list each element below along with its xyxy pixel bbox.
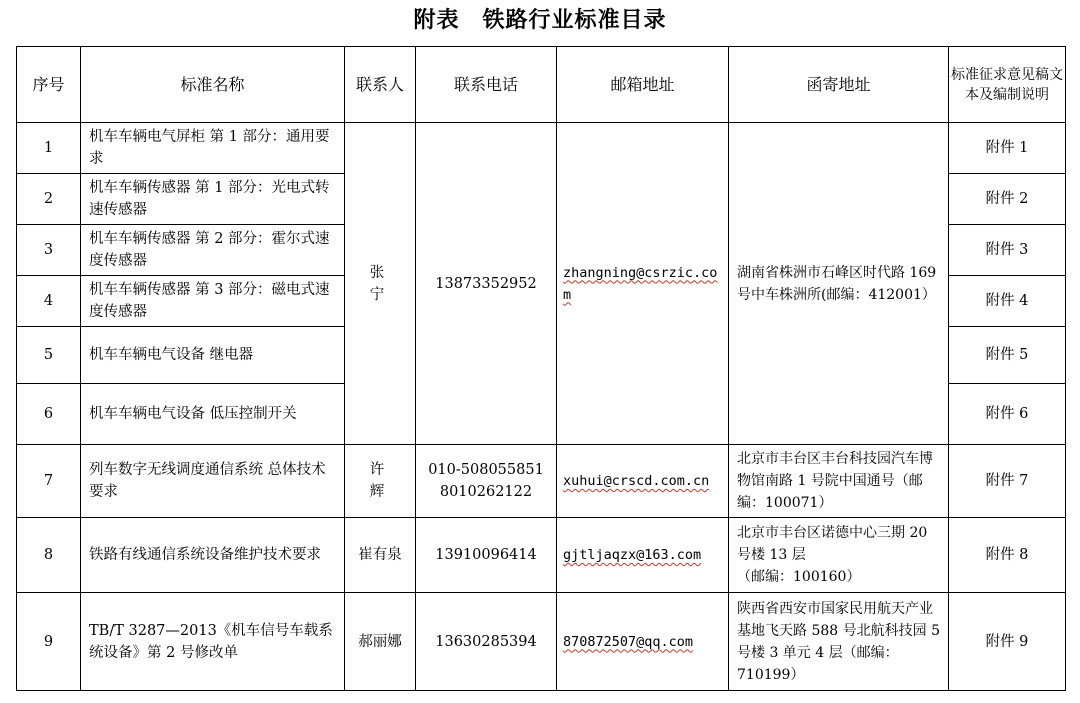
row-standard-name: 列车数字无线调度通信系统 总体技术要求 bbox=[81, 445, 345, 518]
header-phone: 联系电话 bbox=[416, 47, 557, 123]
header-name: 标准名称 bbox=[81, 47, 345, 123]
row-seq: 6 bbox=[17, 384, 81, 445]
row-attachment-link[interactable]: 附件 5 bbox=[949, 327, 1066, 384]
row-address: 陕西省西安市国家民用航天产业基地飞天路 588 号北航科技园 5 号楼 3 单元 4 层（邮编：710199） bbox=[729, 593, 949, 691]
standards-table bbox=[16, 46, 1066, 691]
email-link[interactable]: zhangning@csrzic.com bbox=[563, 264, 718, 303]
row-standard-name: 机车车辆电气屏柜 第 1 部分：通用要求 bbox=[81, 123, 345, 174]
header-email: 邮箱地址 bbox=[557, 47, 729, 123]
row-standard-name: 机车车辆传感器 第 2 部分：霍尔式速度传感器 bbox=[81, 225, 345, 276]
row-seq: 8 bbox=[17, 518, 81, 593]
row-attachment-link[interactable]: 附件 1 bbox=[949, 123, 1066, 174]
row-standard-name: 机车车辆电气设备 低压控制开关 bbox=[81, 384, 345, 445]
row-email[interactable] bbox=[557, 123, 729, 445]
email-link[interactable]: xuhui@crscd.com.cn bbox=[563, 473, 710, 489]
email-link[interactable]: 870872507@qq.com bbox=[563, 633, 694, 650]
row-attachment-link[interactable]: 附件 6 bbox=[949, 384, 1066, 445]
row-seq: 3 bbox=[17, 225, 81, 276]
row-standard-name: 机车车辆传感器 第 1 部分：光电式转速传感器 bbox=[81, 174, 345, 225]
email-link[interactable]: gjtljaqzx@163.com bbox=[563, 547, 702, 563]
table-row bbox=[17, 123, 1066, 174]
row-address: 北京市丰台区丰台科技园汽车博物馆南路 1 号院中国通号（邮编：100071） bbox=[729, 445, 949, 518]
row-attachment-link[interactable]: 附件 7 bbox=[949, 445, 1066, 518]
row-email[interactable] bbox=[557, 445, 729, 518]
header-row bbox=[17, 47, 1066, 123]
page-title: 附表 铁路行业标准目录 bbox=[413, 8, 667, 33]
table-row bbox=[17, 518, 1066, 593]
row-phone: 13910096414 bbox=[416, 518, 557, 593]
row-contact: 崔有泉 bbox=[345, 518, 416, 593]
table-row bbox=[17, 593, 1066, 691]
row-attachment-link[interactable]: 附件 4 bbox=[949, 276, 1066, 327]
row-attachment-link[interactable]: 附件 3 bbox=[949, 225, 1066, 276]
row-seq: 2 bbox=[17, 174, 81, 225]
row-seq: 7 bbox=[17, 445, 81, 518]
row-contact: 郝丽娜 bbox=[345, 593, 416, 691]
header-address: 函寄地址 bbox=[729, 47, 949, 123]
header-attachment: 标准征求意见稿文本及编制说明 bbox=[949, 47, 1066, 123]
header-contact: 联系人 bbox=[345, 47, 416, 123]
row-standard-name: 铁路有线通信系统设备维护技术要求 bbox=[81, 518, 345, 593]
row-phone: 010-508055851 8010262122 bbox=[416, 445, 557, 518]
row-phone: 13873352952 bbox=[416, 123, 557, 445]
row-standard-name: TB/T 3287—2013《机车信号车载系统设备》第 2 号修改单 bbox=[81, 593, 345, 691]
row-seq: 1 bbox=[17, 123, 81, 174]
row-standard-name: 机车车辆传感器 第 3 部分：磁电式速度传感器 bbox=[81, 276, 345, 327]
header-seq: 序号 bbox=[17, 47, 81, 123]
row-seq: 9 bbox=[17, 593, 81, 691]
row-address: 湖南省株洲市石峰区时代路 169 号中车株洲所(邮编：412001） bbox=[729, 123, 949, 445]
row-seq: 4 bbox=[17, 276, 81, 327]
row-attachment-link[interactable]: 附件 2 bbox=[949, 174, 1066, 225]
row-contact: 许 辉 bbox=[345, 445, 416, 518]
row-contact: 张 宁 bbox=[345, 123, 416, 445]
row-attachment-link[interactable]: 附件 9 bbox=[949, 593, 1066, 691]
row-seq: 5 bbox=[17, 327, 81, 384]
row-address: 北京市丰台区诺德中心三期 20 号楼 13 层 （邮编：100160） bbox=[729, 518, 949, 593]
row-attachment-link[interactable]: 附件 8 bbox=[949, 518, 1066, 593]
row-email[interactable] bbox=[557, 518, 729, 593]
table-row bbox=[17, 445, 1066, 518]
row-email[interactable] bbox=[557, 593, 729, 691]
row-phone: 13630285394 bbox=[416, 593, 557, 691]
row-standard-name: 机车车辆电气设备 继电器 bbox=[81, 327, 345, 384]
